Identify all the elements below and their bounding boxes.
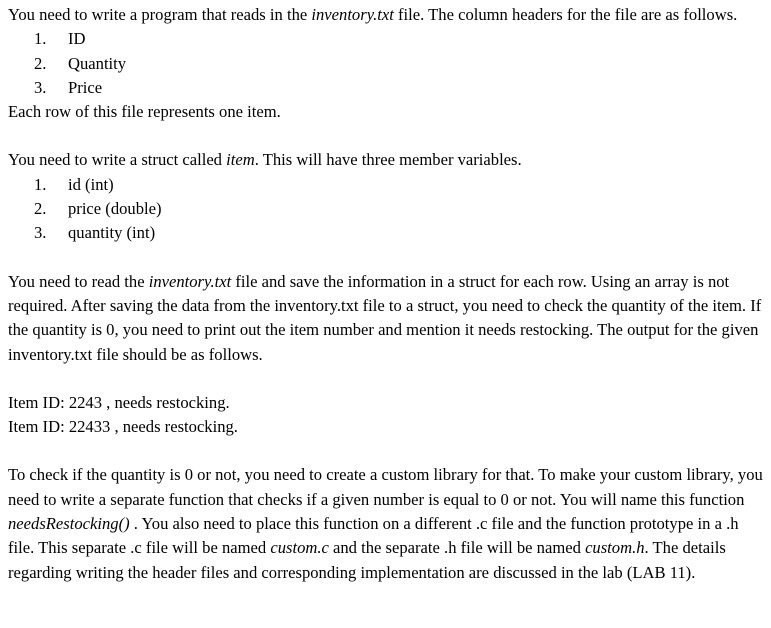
output-line: Item ID: 22433 , needs restocking. <box>8 417 238 437</box>
read-text-end: file and save the information in a struct for each row. Using an array is not required. After saving the data from the inventory.txt file to a struct, you need to check the quantity of the item. If the quantity is 0, you need to print out the item number and mention it needs restocking. The output for the given inventory.txt file should be as follows. <box>8 271 762 364</box>
member-variables-list <box>8 173 763 246</box>
h-filename: custom.h <box>585 538 645 558</box>
struct-text-end: . This will have three member variables. <box>254 150 522 170</box>
list-number: 3. <box>34 223 47 243</box>
list-item <box>8 76 763 100</box>
list-text: Quantity <box>68 53 127 73</box>
intro-text-end: file. The column headers for the file are as follows. <box>393 5 738 24</box>
function-name: needsRestocking() <box>8 514 130 534</box>
intro-text: You need to write a program that reads in the <box>8 5 312 24</box>
list-item <box>8 197 763 221</box>
struct-text: You need to write a struct called <box>8 150 227 170</box>
column-headers-list <box>8 27 763 100</box>
inventory-filename: inventory.txt <box>311 5 394 24</box>
row-description: Each row of this file represents one item. <box>8 102 281 122</box>
custom-library-paragraph <box>8 463 763 584</box>
library-text: . You also need to place this function on a different .c file and the function prototype in a .h file. This separate .c file will be named <box>8 514 739 558</box>
c-filename: custom.c <box>270 538 329 558</box>
list-number: 1. <box>34 174 47 194</box>
list-number: 2. <box>34 53 47 73</box>
read-file-paragraph <box>8 270 763 367</box>
library-text-end: . The details regarding writing the header files and corresponding implementation are discussed in the lab (LAB 11). <box>8 538 726 582</box>
list-number: 3. <box>34 77 47 97</box>
list-number: 1. <box>34 29 47 49</box>
library-text: and the separate .h file will be named <box>328 538 586 558</box>
list-text: Price <box>68 77 103 97</box>
list-text: ID <box>68 29 86 49</box>
output-line: Item ID: 2243 , needs restocking. <box>8 392 230 412</box>
list-number: 2. <box>34 199 47 219</box>
list-item <box>8 27 763 51</box>
intro-paragraph <box>8 3 763 27</box>
list-text: id (int) <box>68 174 114 194</box>
list-text: quantity (int) <box>68 223 156 243</box>
inventory-filename: inventory.txt <box>148 271 232 291</box>
read-text: You need to read the <box>8 271 149 291</box>
struct-name: item <box>226 150 255 170</box>
library-text: To check if the quantity is 0 or not, you need to create a custom library for that. To make your custom library, you need to write a separate function that checks if a given number is equal to 0 or not. You will name this function <box>8 465 763 509</box>
list-item <box>8 221 763 245</box>
list-item <box>8 52 763 76</box>
list-item <box>8 173 763 197</box>
list-text: price (double) <box>68 199 162 219</box>
struct-paragraph <box>8 148 763 172</box>
